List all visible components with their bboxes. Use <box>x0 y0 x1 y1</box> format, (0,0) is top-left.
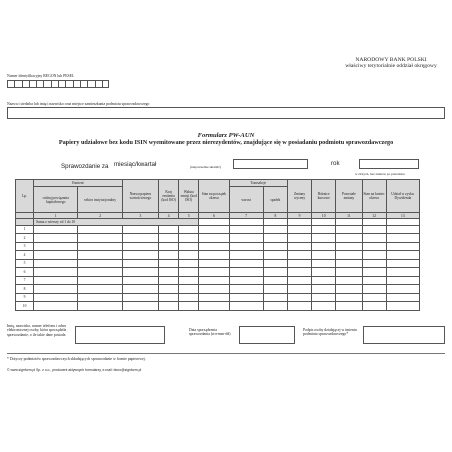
table-cell[interactable] <box>362 302 386 311</box>
signature-label: Podpis osoby działającej w imieniu podmiotu sprawozdawczego* <box>303 328 357 337</box>
col-number: 12 <box>362 213 386 219</box>
table-cell[interactable] <box>312 285 336 294</box>
table-cell[interactable] <box>34 285 78 294</box>
table-cell[interactable] <box>199 285 229 294</box>
table-cell[interactable] <box>336 251 362 260</box>
table-cell[interactable] <box>336 242 362 251</box>
table-cell[interactable] <box>122 276 158 285</box>
table-cell[interactable] <box>159 225 179 234</box>
table-cell[interactable] <box>287 225 311 234</box>
report-period: miesiąc/kwartał <box>114 161 157 168</box>
table-cell[interactable] <box>179 302 199 311</box>
table-cell[interactable] <box>362 234 386 243</box>
table-cell[interactable] <box>336 276 362 285</box>
table-cell[interactable] <box>199 276 229 285</box>
period-field[interactable] <box>233 159 308 169</box>
table-cell[interactable] <box>199 251 229 260</box>
group-transakcje: Transakcje <box>229 180 287 187</box>
col-number: 6 <box>199 213 229 219</box>
table-cell[interactable] <box>78 225 122 234</box>
units-note: w złotych, bez znaków po przecinku <box>355 172 405 176</box>
bank-name: NARODOWY BANK POLSKI <box>355 57 427 63</box>
table-cell[interactable] <box>34 293 78 302</box>
table-cell[interactable] <box>263 242 287 251</box>
table-cell[interactable] <box>122 225 158 234</box>
table-cell[interactable] <box>336 302 362 311</box>
col-sektor: sektor instytucjonalny <box>78 187 122 213</box>
table-body <box>16 225 420 310</box>
col-number: 7 <box>229 213 263 219</box>
table-cell[interactable] <box>386 302 419 311</box>
table-cell[interactable] <box>362 268 386 277</box>
table-cell[interactable] <box>34 302 78 311</box>
table-cell[interactable] <box>179 242 199 251</box>
table-cell[interactable] <box>78 251 122 260</box>
table-cell[interactable] <box>312 234 336 243</box>
table-cell[interactable] <box>263 251 287 260</box>
table-cell[interactable] <box>179 251 199 260</box>
table-cell[interactable] <box>179 268 199 277</box>
signature-field[interactable] <box>363 326 445 344</box>
regon-label: Numer identyfikacyjny REGON lub PESEL <box>7 74 75 78</box>
table-cell[interactable] <box>179 259 199 268</box>
table-cell[interactable] <box>287 276 311 285</box>
table-cell[interactable] <box>122 259 158 268</box>
table-cell[interactable] <box>229 259 263 268</box>
col-number: 8 <box>263 213 287 219</box>
table-cell[interactable] <box>263 302 287 311</box>
table-cell[interactable] <box>199 293 229 302</box>
table-cell[interactable] <box>122 242 158 251</box>
table-cell[interactable] <box>122 251 158 260</box>
table-cell[interactable] <box>159 268 179 277</box>
table-cell[interactable] <box>229 234 263 243</box>
col-number: 2 <box>78 213 122 219</box>
year-label: rok <box>331 160 340 167</box>
table-cell[interactable] <box>287 268 311 277</box>
row-number: 9 <box>16 293 34 302</box>
col-wzrost: wzrost <box>229 187 263 213</box>
table-cell[interactable] <box>34 276 78 285</box>
table-cell[interactable] <box>336 285 362 294</box>
table-cell[interactable] <box>122 302 158 311</box>
table-cell[interactable] <box>78 285 122 294</box>
table-cell[interactable] <box>78 293 122 302</box>
col-number: 9 <box>287 213 311 219</box>
table-cell[interactable] <box>386 234 419 243</box>
table-cell[interactable] <box>159 293 179 302</box>
col-number: 10 <box>312 213 336 219</box>
table-cell[interactable] <box>159 251 179 260</box>
table-cell[interactable] <box>386 242 419 251</box>
footnote: * Dotyczy podmiotów sprawozdawczych składających sprawozdanie w formie papierowej. <box>7 357 146 361</box>
col-pozostale: Pozostałe zmiany <box>336 180 362 213</box>
table-cell[interactable] <box>159 302 179 311</box>
sum-row-label: Suma z wierszy od 1 do 10 <box>34 219 199 226</box>
table-cell[interactable] <box>362 285 386 294</box>
table-cell[interactable] <box>263 234 287 243</box>
table-cell[interactable] <box>179 293 199 302</box>
bank-header <box>338 57 444 70</box>
table-cell[interactable] <box>34 268 78 277</box>
table-cell[interactable] <box>386 285 419 294</box>
col-number: 5 <box>179 213 199 219</box>
table-cell[interactable] <box>287 302 311 311</box>
table-cell[interactable] <box>263 285 287 294</box>
table-cell[interactable] <box>287 234 311 243</box>
table-cell[interactable] <box>287 293 311 302</box>
table-cell[interactable] <box>362 225 386 234</box>
table-cell[interactable] <box>159 285 179 294</box>
table-cell[interactable] <box>336 293 362 302</box>
table-cell[interactable] <box>199 225 229 234</box>
table-cell[interactable] <box>159 259 179 268</box>
table-cell[interactable] <box>362 259 386 268</box>
table-row <box>16 268 420 277</box>
form-page <box>3 52 449 382</box>
col-number: 3 <box>122 213 158 219</box>
footer-divider <box>7 353 445 354</box>
table-cell[interactable] <box>312 251 336 260</box>
table-cell[interactable] <box>229 285 263 294</box>
col-number: 11 <box>336 213 362 219</box>
group-emitent: Emitent <box>34 180 123 187</box>
contact-label: Imię, nazwisko, numer telefonu i adres elektronicznej osoby, która sporządziła sprawozdanie, o ile takie dane posiada <box>7 324 67 337</box>
table-cell[interactable] <box>78 268 122 277</box>
table-cell[interactable] <box>229 225 263 234</box>
table-cell[interactable] <box>199 302 229 311</box>
table-cell[interactable] <box>34 259 78 268</box>
col-rodzaj: rodzaj powiązania kapitałowego <box>34 187 78 213</box>
row-number: 10 <box>16 302 34 311</box>
data-table <box>15 179 420 311</box>
table-cell[interactable] <box>229 251 263 260</box>
table-cell[interactable] <box>362 276 386 285</box>
table-cell[interactable] <box>34 225 78 234</box>
table-cell[interactable] <box>263 268 287 277</box>
table-cell[interactable] <box>122 293 158 302</box>
table-cell[interactable] <box>362 251 386 260</box>
table-cell[interactable] <box>263 276 287 285</box>
table-cell[interactable] <box>34 242 78 251</box>
table-cell[interactable] <box>336 259 362 268</box>
col-number: 13 <box>386 213 419 219</box>
table-cell[interactable] <box>287 251 311 260</box>
table-cell[interactable] <box>229 242 263 251</box>
col-waluta: Waluta emisji (kod ISO) <box>179 180 199 213</box>
col-roznice: Różnice kursowe <box>312 180 336 213</box>
row-number: 1 <box>16 225 34 234</box>
col-stan-kon: Stan na koniec okresu <box>362 180 386 213</box>
table-row <box>16 259 420 268</box>
table-cell[interactable] <box>263 225 287 234</box>
table-cell[interactable] <box>199 268 229 277</box>
form-code: Formularz PW-AUN <box>197 132 255 139</box>
table-cell[interactable] <box>34 251 78 260</box>
table-cell[interactable] <box>312 268 336 277</box>
table-cell[interactable] <box>336 268 362 277</box>
table-cell[interactable] <box>199 259 229 268</box>
table-cell[interactable] <box>362 242 386 251</box>
date-label: Data sporządzenia sprawozdania (rrrr-mm-dd) <box>189 328 231 337</box>
col-udzial: Udział w zysku. Dywidenda <box>386 180 419 213</box>
table-row <box>16 302 420 311</box>
date-field[interactable] <box>239 326 295 344</box>
table-cell[interactable] <box>362 293 386 302</box>
table-cell[interactable] <box>122 234 158 243</box>
table-cell[interactable] <box>78 276 122 285</box>
col-spadek: spadek <box>263 187 287 213</box>
row-number: 7 <box>16 276 34 285</box>
table-cell[interactable] <box>34 234 78 243</box>
table-cell[interactable] <box>287 259 311 268</box>
table-cell[interactable] <box>386 276 419 285</box>
table-cell[interactable] <box>386 251 419 260</box>
table-cell[interactable] <box>386 293 419 302</box>
table-cell[interactable] <box>199 242 229 251</box>
table-cell[interactable] <box>312 225 336 234</box>
table-cell[interactable] <box>199 234 229 243</box>
bank-branch: właściwy terytorialnie oddział okręgowy <box>345 63 437 70</box>
table-cell[interactable] <box>312 276 336 285</box>
table-row <box>16 276 420 285</box>
table-cell[interactable] <box>159 242 179 251</box>
table-row <box>16 251 420 260</box>
row-number: 2 <box>16 234 34 243</box>
row-number: 8 <box>16 285 34 294</box>
table-cell[interactable] <box>336 225 362 234</box>
table-cell[interactable] <box>179 225 199 234</box>
col-number: 4 <box>159 213 179 219</box>
table-cell[interactable] <box>78 242 122 251</box>
row-number: 4 <box>16 251 34 260</box>
table-cell[interactable] <box>229 276 263 285</box>
table-cell[interactable] <box>287 285 311 294</box>
year-field[interactable] <box>359 159 419 169</box>
table-row <box>16 293 420 302</box>
table-row <box>16 285 420 294</box>
name-label: Nazwa i siedziba lub imię i nazwisko oraz miejsce zamieszkania podmiotu sprawozdawczego <box>7 102 150 106</box>
table-cell[interactable] <box>312 259 336 268</box>
regon-field[interactable] <box>7 80 109 88</box>
col-number: 1 <box>34 213 78 219</box>
table-cell[interactable] <box>159 276 179 285</box>
col-nazwa: Nazwa papieru wartościowego <box>122 180 158 213</box>
table-cell[interactable] <box>78 234 122 243</box>
form-title: Papiery udziałowe bez kodu ISIN wyemitowane przez nierezydentów, znajdujące się w posiadaniu podmiotu sprawozdawczego <box>58 139 394 146</box>
table-cell[interactable] <box>386 268 419 277</box>
name-field[interactable] <box>7 107 445 119</box>
row-number: 5 <box>16 259 34 268</box>
table-cell[interactable] <box>122 268 158 277</box>
table-row <box>16 242 420 251</box>
col-zmiany-wyceny: Zmiany wyceny <box>287 180 311 213</box>
row-number: 6 <box>16 268 34 277</box>
table-cell[interactable] <box>229 268 263 277</box>
table-cell[interactable] <box>312 242 336 251</box>
table-cell[interactable] <box>229 293 263 302</box>
table-cell[interactable] <box>78 302 122 311</box>
table-row <box>16 234 420 243</box>
table-cell[interactable] <box>263 259 287 268</box>
table-cell[interactable] <box>78 259 122 268</box>
table-cell[interactable] <box>159 234 179 243</box>
table-cell[interactable] <box>122 285 158 294</box>
table-cell[interactable] <box>179 234 199 243</box>
table-cell[interactable] <box>287 242 311 251</box>
table-cell[interactable] <box>336 234 362 243</box>
table-cell[interactable] <box>229 302 263 311</box>
report-label: Sprawozdanie za <box>61 163 109 170</box>
table-cell[interactable] <box>179 285 199 294</box>
row-number: 3 <box>16 242 34 251</box>
contact-field[interactable] <box>75 326 165 344</box>
col-stan-pocz: Stan na początek okresu <box>199 180 229 213</box>
col-lp: Lp. <box>16 180 34 213</box>
table-cell[interactable] <box>386 225 419 234</box>
table-cell[interactable] <box>312 302 336 311</box>
report-hint: (niepotrzebne skreślić) <box>190 165 221 169</box>
table-cell[interactable] <box>312 293 336 302</box>
table-cell[interactable] <box>179 276 199 285</box>
col-kraj: Kraj emitenta (kod ISO) <box>159 180 179 213</box>
copyright: © www.signform.pl Sp. z o.o., producent aktywnych formularzy, e-mail: biuro@signform.pl <box>7 368 142 372</box>
table-row <box>16 225 420 234</box>
table-cell[interactable] <box>386 259 419 268</box>
table-cell[interactable] <box>263 293 287 302</box>
